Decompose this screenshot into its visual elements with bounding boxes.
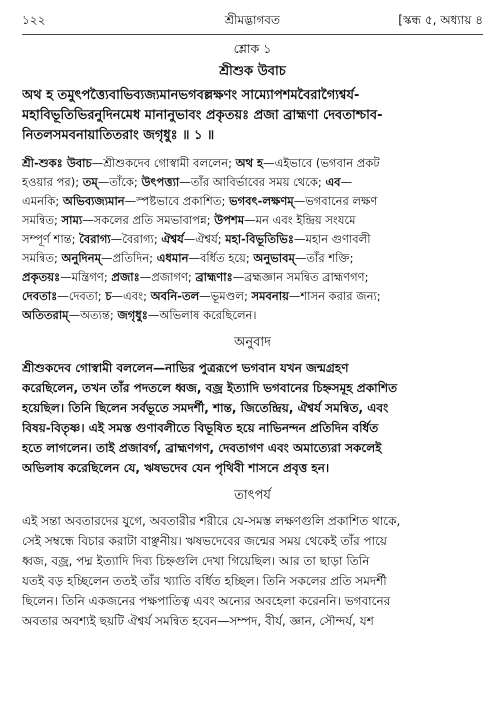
- sanskrit-term: এব: [325, 175, 341, 189]
- synonym-line: [22, 268, 483, 287]
- term-meaning: —ঐশ্বর্য;: [183, 232, 226, 246]
- synonym-line: [22, 230, 483, 249]
- page-number: ১২২: [22, 13, 46, 27]
- sanskrit-term: প্রকৃতয়ঃ: [22, 270, 61, 284]
- term-meaning: সমন্বিত;: [22, 251, 62, 265]
- sanskrit-term: উপশম: [214, 213, 245, 227]
- sanskrit-term: মহা-বিভূতিভিঃ: [225, 232, 294, 246]
- sanskrit-term: সাম্য: [61, 213, 83, 227]
- translation-line: হতে লাগলেন। তাই প্রজাবর্গ, ব্রাহ্মণগণ, দেবতাগণ এবং অমাত্যেরা সকলেই: [22, 441, 382, 455]
- translation-line: হয়েছিল। তিনি ছিলেন সর্বভূতে সমদর্শী, শান্ত, জিতেন্দ্রিয়, ঐশ্বর্য সমন্বিত, এবং: [22, 401, 389, 415]
- translation-line: শ্রীশুকদেব গোস্বামী বললেন—নাভির পুত্ররূপে ভগবান যখন জন্মগ্রহণ: [22, 361, 349, 375]
- term-meaning: —ভূমণ্ডল;: [199, 289, 252, 303]
- synonym-line: [22, 249, 483, 268]
- synonym-line: [22, 173, 483, 192]
- purport-line: অবতার অবশ্যই ছয়টি ঐশ্বর্য সমন্বিত হবেন—সম্পদ, বীর্য, জ্ঞান, সৌন্দর্য, যশ: [22, 614, 374, 628]
- synonym-line: [22, 211, 483, 230]
- sanskrit-term: এধমান: [156, 251, 189, 265]
- running-header: [22, 10, 483, 34]
- sanskrit-term: অতিতরাম্: [22, 308, 69, 322]
- term-meaning: হওয়ার পর);: [22, 175, 83, 189]
- translation-line: করেছিলেন, তখন তাঁর পদতলে ধ্বজ, বজ্র ইত্যাদি ভগবানের চিহ্নসমূহ প্রকাশিত: [22, 381, 398, 395]
- speaker-heading: শ্রীশুক উবাচ: [219, 64, 286, 79]
- sanskrit-term: ঐশ্বর্য: [161, 232, 184, 246]
- book-page: [0, 10, 503, 727]
- verse-text: [22, 86, 483, 146]
- term-meaning: —ভগবানের লক্ষণ: [293, 194, 378, 208]
- sanskrit-term: শ্রী-শুকঃ উবাচ: [22, 156, 92, 170]
- purport-line: সেই সম্বন্ধে বিচার করাটা বাঞ্ছনীয়। ঋষভদেবের জন্মের সময় থেকেই তাঁর পায়ে: [22, 534, 388, 548]
- sanskrit-term: চ: [105, 289, 112, 303]
- term-meaning: —প্রজাগণ;: [139, 270, 196, 284]
- running-title: শ্রীমদ্ভাগবত: [224, 13, 280, 27]
- synonym-line: [22, 154, 483, 173]
- purport-line: যতই বড় হচ্ছিলেন ততই তাঁর খ্যাতি বর্ধিত হচ্ছিল। তিনি সকলের প্রতি সমদর্শী: [22, 574, 387, 588]
- sanskrit-term: তম্: [82, 175, 98, 189]
- synonym-line: [22, 192, 483, 211]
- term-meaning: —সকলের প্রতি সমভাবাপন্ন;: [82, 213, 215, 227]
- verse-line: মহাবিভূতিভিরনুদিনমেধ মানানুভাবং প্রকৃতয়ঃ প্রজা ব্রাহ্মণা দেবতাশ্চাব-: [22, 108, 383, 123]
- synonyms-block: [22, 154, 483, 325]
- term-meaning: —বৈরাগ্য;: [110, 232, 162, 246]
- term-meaning: —অত্যন্ত;: [68, 308, 118, 322]
- sanskrit-term: অভিব্যজ্যমান: [62, 194, 125, 208]
- synonym-line: [22, 306, 483, 325]
- sanskrit-term: অনুদিনম্: [61, 251, 101, 265]
- sanskrit-term: ব্রাহ্মণাঃ: [195, 270, 233, 284]
- term-meaning: —তাঁর শক্তি;: [294, 251, 354, 265]
- sanskrit-term: অনুভাবম্: [253, 251, 295, 265]
- sanskrit-term: দেবতাঃ: [22, 289, 58, 303]
- sanskrit-term: অথ হ: [235, 156, 264, 170]
- translation-line: বিষয়-বিতৃষ্ণ। এই সমস্ত গুণাবলীতে বিভূষিত হয়ে নাভিনন্দন প্রতিদিন বর্ধিত: [22, 421, 379, 435]
- sanskrit-term: বৈরাগ্য: [79, 232, 111, 246]
- term-meaning: —শ্রীশুকদেব গোস্বামী বললেন;: [91, 156, 236, 170]
- term-meaning: সমন্বিত;: [22, 213, 62, 227]
- term-meaning: —বর্ধিত হয়ে;: [188, 251, 254, 265]
- translation-heading: অনুবাদ: [234, 335, 271, 350]
- term-meaning: —স্পষ্টভাবে প্রকাশিত;: [124, 194, 230, 208]
- term-meaning: সম্পূর্ণ শান্ত;: [22, 232, 80, 246]
- term-meaning: এমনকি;: [22, 194, 63, 208]
- purport-line: ধ্বজ, বজ্র, পদ্ম ইত্যাদি দিব্য চিহ্নগুলি দেখা গিয়েছিল। আর তা ছাড়া তিনি: [22, 554, 370, 568]
- term-meaning: —মন এবং ইন্দ্রিয় সংযমে: [244, 213, 356, 227]
- verse-heading: শ্লোক ১: [233, 41, 272, 56]
- sanskrit-term: অবনি-তল: [150, 289, 200, 303]
- term-meaning: —এইভাবে (ভগবান প্রকট: [263, 156, 380, 170]
- purport-line: ছিলেন। তিনি একজনের পক্ষপাতিত্ব এবং অন্যের অবহেলা করেননি। ভগবানের: [22, 594, 391, 608]
- sanskrit-term: ভগবৎ-লক্ষণম্: [229, 194, 294, 208]
- sanskrit-term: প্রজাঃ: [111, 270, 140, 284]
- term-meaning: —তাঁর আবির্ভাবের সময় থেকে;: [179, 175, 326, 189]
- term-meaning: —শাসন করার জন্য;: [288, 289, 381, 303]
- term-meaning: —এবং;: [111, 289, 151, 303]
- canto-chapter-label: [স্কন্ধ ৫, অধ্যায় ৪: [398, 13, 483, 27]
- term-meaning: —ব্রহ্মজ্ঞান সমন্বিত ব্রাহ্মণগণ;: [232, 270, 369, 284]
- term-meaning: —তাঁকে;: [97, 175, 142, 189]
- synonym-line: [22, 287, 483, 306]
- purport-heading: তাৎপর্য: [234, 488, 271, 503]
- translation-block: [22, 358, 483, 478]
- term-meaning: —মন্ত্রিগণ;: [60, 270, 112, 284]
- term-meaning: —মহান গুণাবলী: [293, 232, 371, 246]
- sanskrit-term: জগৃধুঃ: [117, 308, 148, 322]
- sanskrit-term: সমবনায়: [251, 289, 289, 303]
- term-meaning: —: [340, 175, 353, 189]
- translation-line: অভিলাষ করেছিলেন যে, ঋষভদেব যেন পৃথিবী শাসনে প্রবৃত্ত হন।: [22, 461, 330, 475]
- purport-line: এই সন্তা অবতারদের যুগে, অবতারীর শরীরে যে-সমস্ত লক্ষণগুলি প্রকাশিত থাকে,: [22, 514, 401, 528]
- term-meaning: —দেবতা;: [57, 289, 106, 303]
- verse-line: নিতলসমবনায়াতিতরাং জগৃধুঃ ॥ ১ ॥: [22, 128, 215, 143]
- purport-block: [22, 511, 483, 631]
- verse-line: অথ হ তমুৎপত্ত্যৈবাভিব্যজ্যমানভগবল্লক্ষণং সাম্যোপশমবৈরাগ্যৈশ্বর্য-: [22, 88, 360, 103]
- sanskrit-term: উৎপত্ত্যা: [141, 175, 180, 189]
- term-meaning: —অভিলাষ করেছিলেন।: [147, 308, 257, 322]
- header-rule: [22, 34, 483, 35]
- term-meaning: —প্রতিদিন;: [100, 251, 157, 265]
